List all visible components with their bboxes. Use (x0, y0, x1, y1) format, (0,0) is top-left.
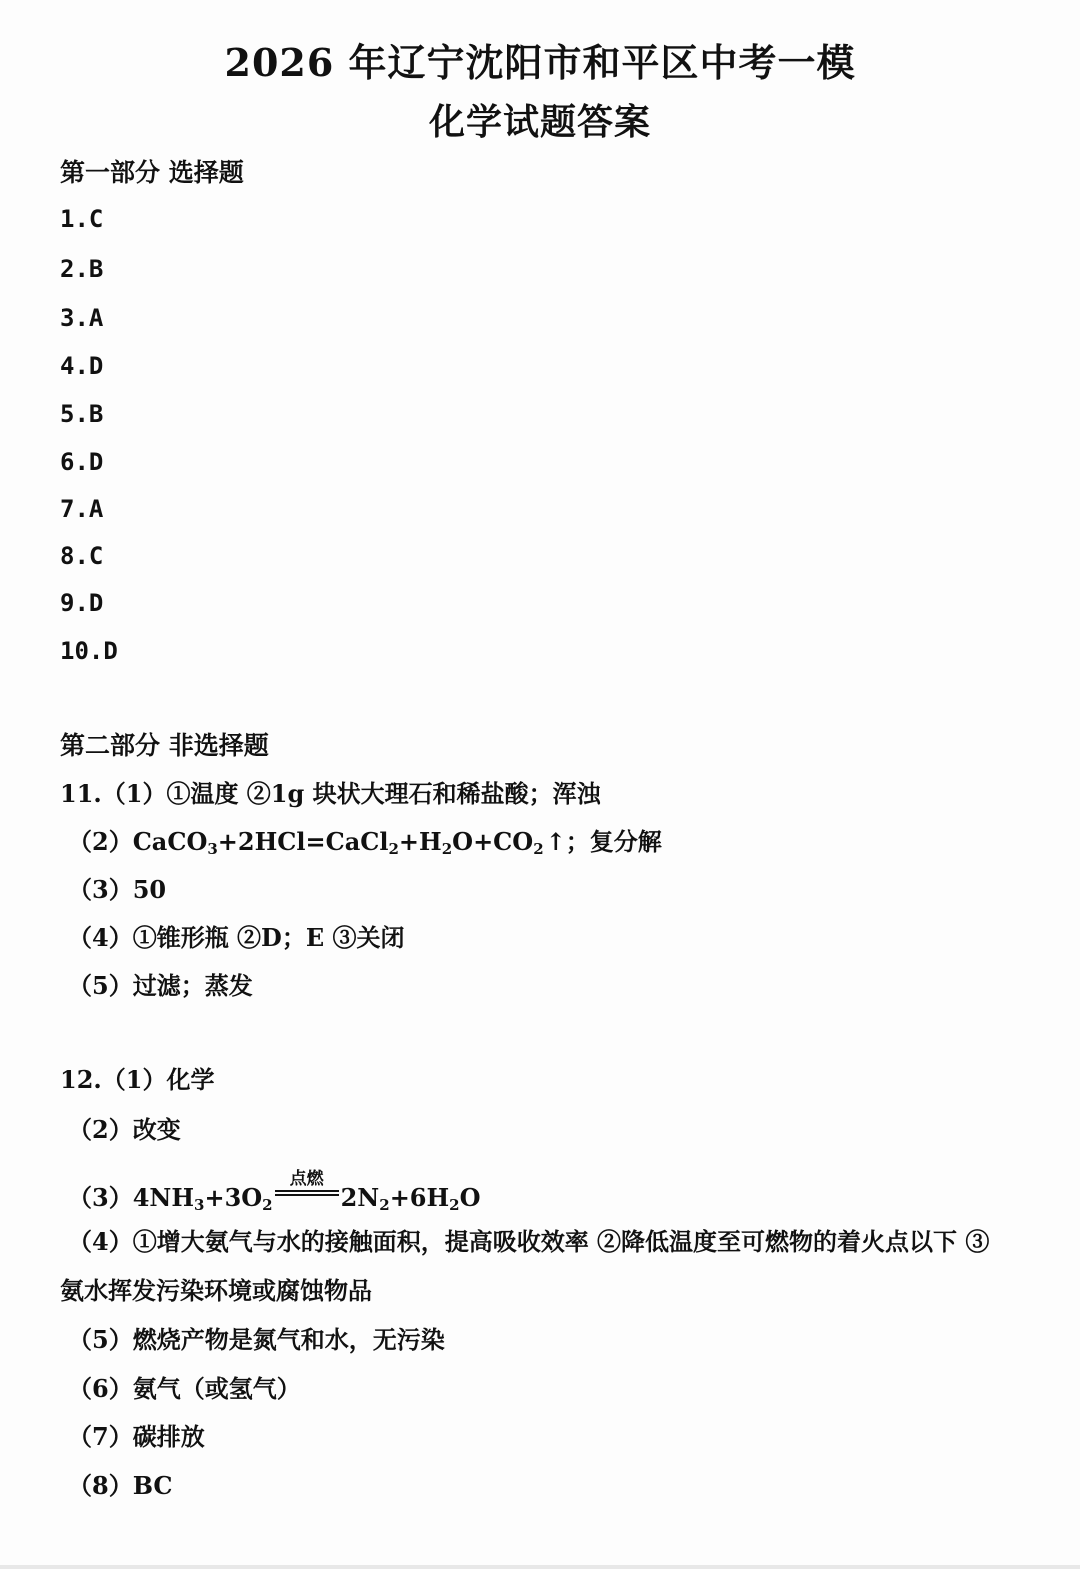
page-subtitle: 化学试题答案 (428, 101, 651, 143)
q11-line-4: （4）①锥形瓶 ②D；E ③关闭 (68, 923, 405, 952)
subscript: 2 (533, 840, 544, 858)
answer-9: 9.D (60, 589, 104, 617)
answer-10: 10.D (60, 637, 118, 665)
subscript: 2 (262, 1196, 273, 1214)
q11-eq-part: O+CO (452, 827, 534, 856)
q11-line-2 (68, 827, 662, 857)
part1-heading: 第一部分 选择题 (60, 158, 244, 187)
q11-eq-part: ；复分解 (565, 827, 662, 856)
answer-6: 6.D (60, 448, 104, 476)
answer-2: 2.B (60, 255, 104, 283)
q11-eq-part: +2HCl=CaCl (217, 827, 389, 856)
gas-arrow-icon: ↑ (545, 827, 566, 856)
answer-1: 1.C (60, 205, 104, 233)
q11-eq-part: +H (398, 827, 442, 856)
subscript: 3 (194, 1196, 205, 1214)
q11-line-1: 11.（1）①温度 ②1g 块状大理石和稀盐酸；浑浊 (60, 779, 601, 808)
page-title: 2026 年辽宁沈阳市和平区中考一模 (224, 40, 856, 85)
q12-line-6: （6）氨气（或氢气） (68, 1374, 301, 1403)
answer-8: 8.C (60, 542, 104, 570)
subscript: 3 (207, 840, 218, 858)
q12-line-2: （2）改变 (68, 1115, 181, 1144)
q12-line-4b: 氨水挥发污染环境或腐蚀物品 (60, 1276, 372, 1305)
answer-4: 4.D (60, 352, 104, 380)
q12-line-8: （8）BC (68, 1471, 173, 1500)
q12-line-5: （5）燃烧产物是氮气和水，无污染 (68, 1325, 445, 1354)
answer-5: 5.B (60, 400, 104, 428)
condition-label: 点燃 (289, 1169, 324, 1189)
q12-line-1: 12.（1）化学 (60, 1065, 215, 1094)
q12-eq-part: +3O (204, 1183, 263, 1212)
reaction-condition (275, 1169, 339, 1206)
q12-line-4a: （4）①增大氨气与水的接触面积，提高吸收效率 ②降低温度至可燃物的着火点以下 ③ (68, 1227, 990, 1256)
q12-eq-part: （3）4NH (68, 1183, 195, 1212)
subscript: 2 (441, 840, 453, 858)
subscript: 2 (449, 1196, 460, 1214)
equals-sign-icon (275, 1190, 339, 1196)
page-bottom-edge (0, 1565, 1080, 1569)
q12-eq-part: 2N (340, 1183, 380, 1212)
answer-7: 7.A (60, 495, 104, 523)
answer-3: 3.A (60, 304, 104, 332)
part2-heading: 第二部分 非选择题 (60, 731, 269, 760)
q11-eq-part: （2）CaCO (68, 827, 208, 856)
q12-line-3 (68, 1169, 481, 1214)
subscript: 2 (379, 1196, 390, 1214)
q11-line-3: （3）50 (68, 875, 167, 904)
q12-eq-part: O (459, 1183, 481, 1212)
q12-line-7: （7）碳排放 (68, 1422, 205, 1451)
subscript: 2 (388, 840, 399, 858)
q11-line-5: （5）过滤；蒸发 (68, 971, 253, 1000)
q12-eq-part: +6H (389, 1183, 450, 1212)
